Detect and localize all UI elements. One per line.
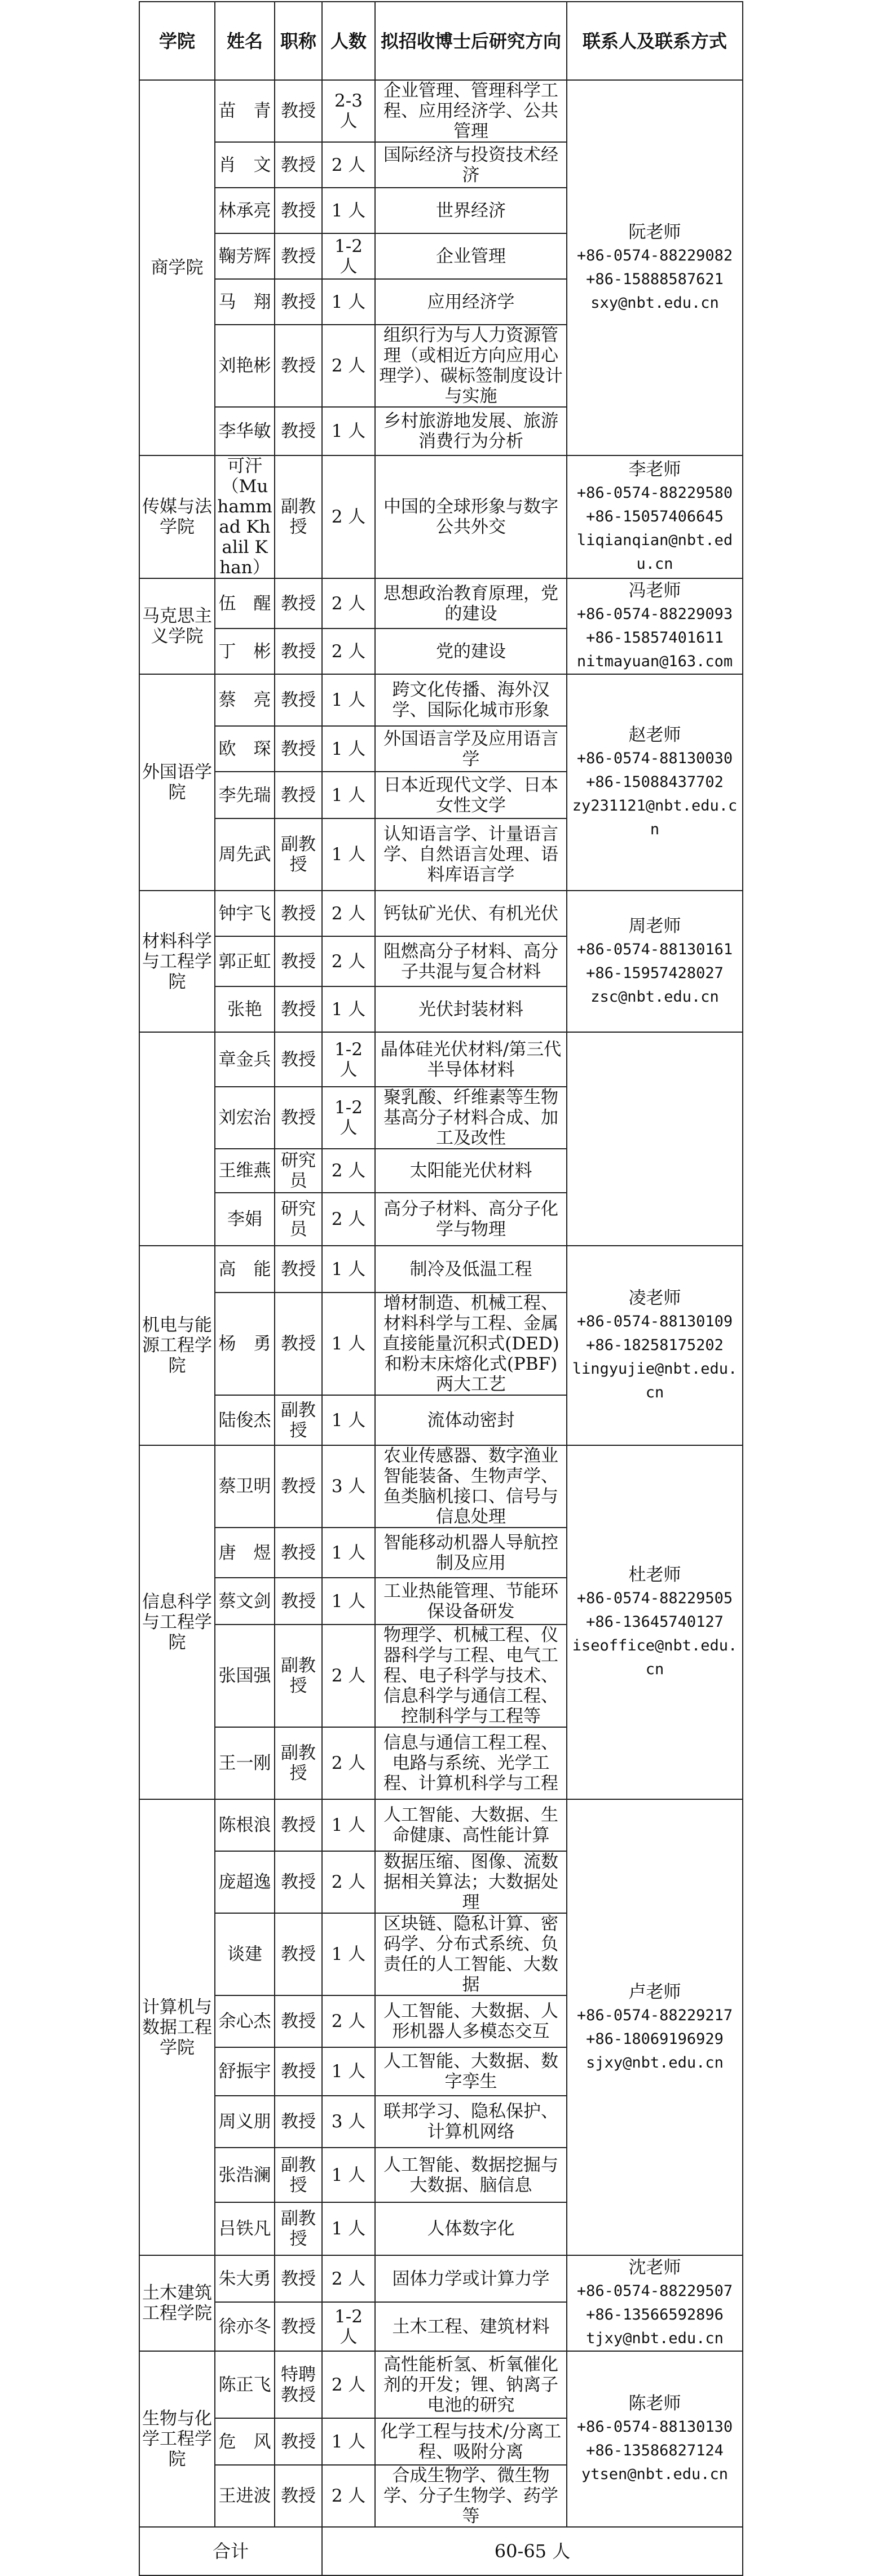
title-cell: 教授 bbox=[275, 325, 322, 407]
contact-phone: +86-0574-88229082 bbox=[576, 247, 733, 264]
name-cell: 庞超逸 bbox=[215, 1851, 275, 1913]
count-cell: 1 人 bbox=[322, 1246, 375, 1293]
name-cell: 苗 青 bbox=[215, 80, 275, 142]
table-row bbox=[139, 455, 743, 578]
name-cell: 王维燕 bbox=[215, 1149, 275, 1193]
count-cell: 1 人 bbox=[322, 1293, 375, 1395]
title-cell: 教授 bbox=[275, 233, 322, 279]
name-cell: 张国强 bbox=[215, 1625, 275, 1727]
title-cell: 教授 bbox=[275, 1445, 322, 1528]
name-cell: 可汗（Muhammad Khalil Khan） bbox=[215, 455, 275, 578]
contact-phone: +86-15057406645 bbox=[586, 508, 724, 525]
contact-person: 杜老师 bbox=[628, 1565, 681, 1585]
research-cell: 认知语言学、计量语言学、自然语言处理、语料库语言学 bbox=[375, 818, 567, 891]
contact-phone: +86-15888587621 bbox=[586, 271, 724, 288]
name-cell: 张浩澜 bbox=[215, 2148, 275, 2202]
title-cell: 副教授 bbox=[275, 1395, 322, 1445]
count-cell: 1 人 bbox=[322, 2148, 375, 2202]
contact-phone: +86-0574-88229505 bbox=[576, 1590, 733, 1607]
total-label: 合计 bbox=[139, 2527, 322, 2575]
title-cell: 教授 bbox=[275, 986, 322, 1032]
research-cell: 制冷及低温工程 bbox=[375, 1246, 567, 1293]
table-row bbox=[139, 674, 743, 726]
name-cell: 郭正虹 bbox=[215, 936, 275, 986]
title-cell: 教授 bbox=[275, 628, 322, 674]
title-cell: 教授 bbox=[275, 1578, 322, 1625]
count-cell: 1-2 人 bbox=[322, 2302, 375, 2351]
research-cell: 土木工程、建筑材料 bbox=[375, 2302, 567, 2351]
title-cell: 教授 bbox=[275, 772, 322, 818]
contact-phone: +86-0574-88229507 bbox=[576, 2282, 733, 2300]
research-cell: 物理学、机械工程、仪器科学与工程、电气工程、电子科学与技术、信息科学与通信工程、控制科学与工程等 bbox=[375, 1625, 567, 1727]
contact-phone: +86-15957428027 bbox=[586, 964, 724, 982]
contact-person: 陈老师 bbox=[628, 2393, 681, 2414]
count-cell: 2 人 bbox=[322, 891, 375, 936]
contact-email: sxy@nbt.edu.cn bbox=[590, 294, 719, 312]
title-cell: 副教授 bbox=[275, 818, 322, 891]
research-cell: 流体动密封 bbox=[375, 1395, 567, 1445]
title-cell: 教授 bbox=[275, 891, 322, 936]
contact-phone: +86-0574-88229217 bbox=[576, 2006, 733, 2024]
count-cell: 1 人 bbox=[322, 818, 375, 891]
research-cell: 中国的全球形象与数字公共外交 bbox=[375, 455, 567, 578]
title-cell: 教授 bbox=[275, 2418, 322, 2465]
contact-phone: +86-18069196929 bbox=[586, 2030, 724, 2048]
count-cell: 2 人 bbox=[322, 1851, 375, 1913]
contact-person: 卢老师 bbox=[628, 1981, 681, 2002]
research-cell: 数据压缩、图像、流数据相关算法；大数据处理 bbox=[375, 1851, 567, 1913]
count-cell: 1-2 人 bbox=[322, 233, 375, 279]
name-cell: 伍 醒 bbox=[215, 578, 275, 628]
count-cell: 2 人 bbox=[322, 325, 375, 407]
college-cell: 计算机与数据工程学院 bbox=[139, 1799, 215, 2255]
research-cell: 联邦学习、隐私保护、计算机网络 bbox=[375, 2096, 567, 2148]
contact-person: 阮老师 bbox=[628, 222, 681, 242]
title-cell: 教授 bbox=[275, 2096, 322, 2148]
title-cell: 研究员 bbox=[275, 1193, 322, 1246]
contact-cell bbox=[567, 578, 743, 674]
contact-email: zy231121@nbt.edu.cn bbox=[572, 797, 738, 838]
contact-email: iseoffice@nbt.edu.cn bbox=[572, 1637, 738, 1678]
contact-phone: +86-18258175202 bbox=[586, 1336, 724, 1354]
count-cell: 1 人 bbox=[322, 2202, 375, 2255]
count-cell: 2 人 bbox=[322, 936, 375, 986]
count-cell: 2 人 bbox=[322, 2255, 375, 2302]
research-cell: 晶体硅光伏材料/第三代半导体材料 bbox=[375, 1032, 567, 1087]
contact-person: 李老师 bbox=[628, 459, 681, 480]
research-cell: 国际经济与投资技术经济 bbox=[375, 142, 567, 188]
name-cell: 高 能 bbox=[215, 1246, 275, 1293]
name-cell: 蔡 亮 bbox=[215, 674, 275, 726]
count-cell: 1 人 bbox=[322, 1528, 375, 1578]
research-cell: 人体数字化 bbox=[375, 2202, 567, 2255]
table-row bbox=[139, 80, 743, 142]
contact-email: liqianqian@nbt.edu.cn bbox=[576, 532, 733, 573]
title-cell: 教授 bbox=[275, 2465, 322, 2527]
name-cell: 陈根浪 bbox=[215, 1799, 275, 1851]
research-cell: 世界经济 bbox=[375, 188, 567, 233]
count-cell: 1 人 bbox=[322, 1578, 375, 1625]
college-cell bbox=[139, 1032, 215, 1246]
contact-cell bbox=[567, 1032, 743, 1246]
name-cell: 李先瑞 bbox=[215, 772, 275, 818]
research-cell: 阻燃高分子材料、高分子共混与复合材料 bbox=[375, 936, 567, 986]
title-cell: 教授 bbox=[275, 2255, 322, 2302]
title-cell: 副教授 bbox=[275, 2148, 322, 2202]
college-cell: 马克思主义学院 bbox=[139, 578, 215, 674]
contact-email: sjxy@nbt.edu.cn bbox=[586, 2053, 724, 2072]
header-name: 姓名 bbox=[215, 2, 275, 80]
name-cell: 李华敏 bbox=[215, 407, 275, 455]
contact-cell bbox=[567, 2351, 743, 2527]
title-cell: 教授 bbox=[275, 2302, 322, 2351]
count-cell: 2 人 bbox=[322, 2351, 375, 2418]
table-row bbox=[139, 1445, 743, 1528]
count-cell: 2 人 bbox=[322, 1193, 375, 1246]
recruitment-table bbox=[139, 1, 743, 2576]
table-row bbox=[139, 2255, 743, 2302]
title-cell: 教授 bbox=[275, 142, 322, 188]
research-cell: 区块链、隐私计算、密码学、分布式系统、负责任的人工智能、大数据 bbox=[375, 1913, 567, 1995]
name-cell: 徐亦冬 bbox=[215, 2302, 275, 2351]
contact-phone: +86-0574-88130161 bbox=[576, 940, 733, 958]
research-cell: 人工智能、大数据、数字孪生 bbox=[375, 2047, 567, 2096]
name-cell: 陆俊杰 bbox=[215, 1395, 275, 1445]
name-cell: 欧 琛 bbox=[215, 726, 275, 772]
count-cell: 1 人 bbox=[322, 726, 375, 772]
table-row bbox=[139, 2351, 743, 2418]
title-cell: 教授 bbox=[275, 1995, 322, 2047]
research-cell: 信息与通信工程工程、电路与系统、光学工程、计算机科学与工程 bbox=[375, 1727, 567, 1799]
table-row bbox=[139, 1246, 743, 1293]
count-cell: 1-2 人 bbox=[322, 1032, 375, 1087]
name-cell: 刘艳彬 bbox=[215, 325, 275, 407]
college-cell: 商学院 bbox=[139, 80, 215, 455]
research-cell: 智能移动机器人导航控制及应用 bbox=[375, 1528, 567, 1578]
count-cell: 1 人 bbox=[322, 1799, 375, 1851]
name-cell: 鞠芳辉 bbox=[215, 233, 275, 279]
research-cell: 增材制造、机械工程、材料科学与工程、金属直接能量沉积式(DED)和粉末床熔化式(PBF)两大工艺 bbox=[375, 1293, 567, 1395]
contact-phone: +86-0574-88229093 bbox=[576, 605, 733, 623]
count-cell: 2-3 人 bbox=[322, 80, 375, 142]
count-cell: 3 人 bbox=[322, 2096, 375, 2148]
contact-cell bbox=[567, 1799, 743, 2255]
research-cell: 高性能析氢、析氧催化剂的开发；锂、钠离子电池的研究 bbox=[375, 2351, 567, 2418]
contact-cell bbox=[567, 674, 743, 891]
research-cell: 钙钛矿光伏、有机光伏 bbox=[375, 891, 567, 936]
name-cell: 王进波 bbox=[215, 2465, 275, 2527]
contact-cell bbox=[567, 1246, 743, 1445]
title-cell: 教授 bbox=[275, 188, 322, 233]
college-cell: 外国语学院 bbox=[139, 674, 215, 891]
name-cell: 危 风 bbox=[215, 2418, 275, 2465]
name-cell: 丁 彬 bbox=[215, 628, 275, 674]
contact-phone: +86-0574-88229580 bbox=[576, 484, 733, 502]
count-cell: 2 人 bbox=[322, 578, 375, 628]
table-body bbox=[139, 80, 743, 2527]
name-cell: 钟宇飞 bbox=[215, 891, 275, 936]
header-contact: 联系人及联系方式 bbox=[567, 2, 743, 80]
name-cell: 周先武 bbox=[215, 818, 275, 891]
table-row bbox=[139, 578, 743, 628]
college-cell: 信息科学与工程学院 bbox=[139, 1445, 215, 1799]
research-cell: 思想政治教育原理，党的建设 bbox=[375, 578, 567, 628]
title-cell: 副教授 bbox=[275, 2202, 322, 2255]
count-cell: 2 人 bbox=[322, 628, 375, 674]
research-cell: 跨文化传播、海外汉学、国际化城市形象 bbox=[375, 674, 567, 726]
count-cell: 1 人 bbox=[322, 407, 375, 455]
contact-person: 周老师 bbox=[628, 915, 681, 936]
research-cell: 党的建设 bbox=[375, 628, 567, 674]
research-cell: 应用经济学 bbox=[375, 279, 567, 325]
title-cell: 教授 bbox=[275, 1913, 322, 1995]
research-cell: 日本近现代文学、日本女性文学 bbox=[375, 772, 567, 818]
contact-email: zsc@nbt.edu.cn bbox=[590, 988, 719, 1006]
count-cell: 1 人 bbox=[322, 674, 375, 726]
table-row bbox=[139, 1799, 743, 1851]
header-count: 人数 bbox=[322, 2, 375, 80]
title-cell: 副教授 bbox=[275, 1727, 322, 1799]
name-cell: 余心杰 bbox=[215, 1995, 275, 2047]
research-cell: 人工智能、大数据、生命健康、高性能计算 bbox=[375, 1799, 567, 1851]
name-cell: 唐 煜 bbox=[215, 1528, 275, 1578]
research-cell: 企业管理 bbox=[375, 233, 567, 279]
research-cell: 合成生物学、微生物学、分子生物学、药学等 bbox=[375, 2465, 567, 2527]
header-college: 学院 bbox=[139, 2, 215, 80]
count-cell: 1 人 bbox=[322, 2047, 375, 2096]
contact-phone: +86-13645740127 bbox=[586, 1613, 724, 1631]
count-cell: 1 人 bbox=[322, 279, 375, 325]
research-cell: 光伏封装材料 bbox=[375, 986, 567, 1032]
contact-phone: +86-13566592896 bbox=[586, 2306, 724, 2323]
college-cell: 生物与化学工程学院 bbox=[139, 2351, 215, 2527]
contact-email: lingyujie@nbt.edu.cn bbox=[572, 1360, 738, 1401]
title-cell: 教授 bbox=[275, 1087, 322, 1149]
research-cell: 化学工程与技术/分离工程、吸附分离 bbox=[375, 2418, 567, 2465]
research-cell: 农业传感器、数字渔业智能装备、生物声学、鱼类脑机接口、信号与信息处理 bbox=[375, 1445, 567, 1528]
count-cell: 2 人 bbox=[322, 2465, 375, 2527]
title-cell: 教授 bbox=[275, 279, 322, 325]
table-row bbox=[139, 891, 743, 936]
title-cell: 副教授 bbox=[275, 455, 322, 578]
title-cell: 教授 bbox=[275, 726, 322, 772]
name-cell: 朱大勇 bbox=[215, 2255, 275, 2302]
name-cell: 王一刚 bbox=[215, 1727, 275, 1799]
research-cell: 太阳能光伏材料 bbox=[375, 1149, 567, 1193]
contact-person: 沈老师 bbox=[628, 2258, 681, 2278]
contact-person: 冯老师 bbox=[628, 581, 681, 601]
contact-cell bbox=[567, 80, 743, 455]
header-title: 职称 bbox=[275, 2, 322, 80]
research-cell: 聚乳酸、纤维素等生物基高分子材料合成、加工及改性 bbox=[375, 1087, 567, 1149]
research-cell: 固体力学或计算力学 bbox=[375, 2255, 567, 2302]
header-row bbox=[139, 2, 743, 80]
name-cell: 林承亮 bbox=[215, 188, 275, 233]
contact-phone: +86-15088437702 bbox=[586, 773, 724, 791]
college-cell: 材料科学与工程学院 bbox=[139, 891, 215, 1032]
count-cell: 1 人 bbox=[322, 188, 375, 233]
contact-email: tjxy@nbt.edu.cn bbox=[586, 2330, 724, 2347]
contact-person: 凌老师 bbox=[628, 1288, 681, 1308]
name-cell: 谈建 bbox=[215, 1913, 275, 1995]
name-cell: 周义朋 bbox=[215, 2096, 275, 2148]
title-cell: 教授 bbox=[275, 1246, 322, 1293]
count-cell: 1 人 bbox=[322, 1913, 375, 1995]
count-cell: 1 人 bbox=[322, 772, 375, 818]
name-cell: 蔡卫明 bbox=[215, 1445, 275, 1528]
contact-phone: +86-15857401611 bbox=[586, 629, 724, 647]
contact-cell bbox=[567, 455, 743, 578]
name-cell: 马 翔 bbox=[215, 279, 275, 325]
title-cell: 教授 bbox=[275, 578, 322, 628]
research-cell: 外国语言学及应用语言学 bbox=[375, 726, 567, 772]
count-cell: 1 人 bbox=[322, 1395, 375, 1445]
contact-cell bbox=[567, 2255, 743, 2351]
table-row bbox=[139, 1032, 743, 1087]
title-cell: 副教授 bbox=[275, 1625, 322, 1727]
count-cell: 2 人 bbox=[322, 1995, 375, 2047]
name-cell: 刘宏治 bbox=[215, 1087, 275, 1149]
title-cell: 教授 bbox=[275, 1851, 322, 1913]
title-cell: 教授 bbox=[275, 407, 322, 455]
name-cell: 杨 勇 bbox=[215, 1293, 275, 1395]
name-cell: 肖 文 bbox=[215, 142, 275, 188]
title-cell: 教授 bbox=[275, 2047, 322, 2096]
header-research: 拟招收博士后研究方向 bbox=[375, 2, 567, 80]
research-cell: 组织行为与人力资源管理（或相近方向应用心理学）、碳标签制度设计与实施 bbox=[375, 325, 567, 407]
name-cell: 吕铁凡 bbox=[215, 2202, 275, 2255]
contact-phone: +86-0574-88130130 bbox=[576, 2418, 733, 2436]
research-cell: 企业管理、管理科学工程、应用经济学、公共管理 bbox=[375, 80, 567, 142]
count-cell: 2 人 bbox=[322, 1149, 375, 1193]
title-cell: 教授 bbox=[275, 80, 322, 142]
title-cell: 教授 bbox=[275, 1293, 322, 1395]
title-cell: 教授 bbox=[275, 936, 322, 986]
title-cell: 研究员 bbox=[275, 1149, 322, 1193]
name-cell: 李娟 bbox=[215, 1193, 275, 1246]
contact-phone: +86-0574-88130030 bbox=[576, 750, 733, 767]
college-cell: 传媒与法学院 bbox=[139, 455, 215, 578]
research-cell: 高分子材料、高分子化学与物理 bbox=[375, 1193, 567, 1246]
count-cell: 2 人 bbox=[322, 1625, 375, 1727]
count-cell: 1 人 bbox=[322, 2418, 375, 2465]
research-cell: 人工智能、大数据、人形机器人多模态交互 bbox=[375, 1995, 567, 2047]
count-cell: 2 人 bbox=[322, 1727, 375, 1799]
research-cell: 人工智能、数据挖掘与大数据、脑信息 bbox=[375, 2148, 567, 2202]
name-cell: 张艳 bbox=[215, 986, 275, 1032]
count-cell: 2 人 bbox=[322, 455, 375, 578]
name-cell: 蔡文剑 bbox=[215, 1578, 275, 1625]
college-cell: 机电与能源工程学院 bbox=[139, 1246, 215, 1445]
research-cell: 工业热能管理、节能环保设备研发 bbox=[375, 1578, 567, 1625]
total-value: 60-65 人 bbox=[322, 2527, 743, 2575]
contact-email: ytsen@nbt.edu.cn bbox=[581, 2466, 729, 2483]
count-cell: 1 人 bbox=[322, 986, 375, 1032]
title-cell: 教授 bbox=[275, 1799, 322, 1851]
college-cell: 土木建筑工程学院 bbox=[139, 2255, 215, 2351]
count-cell: 2 人 bbox=[322, 142, 375, 188]
count-cell: 3 人 bbox=[322, 1445, 375, 1528]
title-cell: 教授 bbox=[275, 1032, 322, 1087]
contact-person: 赵老师 bbox=[628, 725, 681, 745]
name-cell: 章金兵 bbox=[215, 1032, 275, 1087]
count-cell: 1-2 人 bbox=[322, 1087, 375, 1149]
total-row bbox=[139, 2527, 743, 2575]
name-cell: 舒振宇 bbox=[215, 2047, 275, 2096]
contact-cell bbox=[567, 891, 743, 1032]
contact-phone: +86-13586827124 bbox=[586, 2442, 724, 2459]
contact-cell bbox=[567, 1445, 743, 1799]
title-cell: 特聘教授 bbox=[275, 2351, 322, 2418]
title-cell: 教授 bbox=[275, 674, 322, 726]
title-cell: 教授 bbox=[275, 1528, 322, 1578]
name-cell: 陈正飞 bbox=[215, 2351, 275, 2418]
research-cell: 乡村旅游地发展、旅游消费行为分析 bbox=[375, 407, 567, 455]
contact-email: nitmayuan@163.com bbox=[576, 653, 733, 670]
contact-phone: +86-0574-88130109 bbox=[576, 1313, 733, 1330]
